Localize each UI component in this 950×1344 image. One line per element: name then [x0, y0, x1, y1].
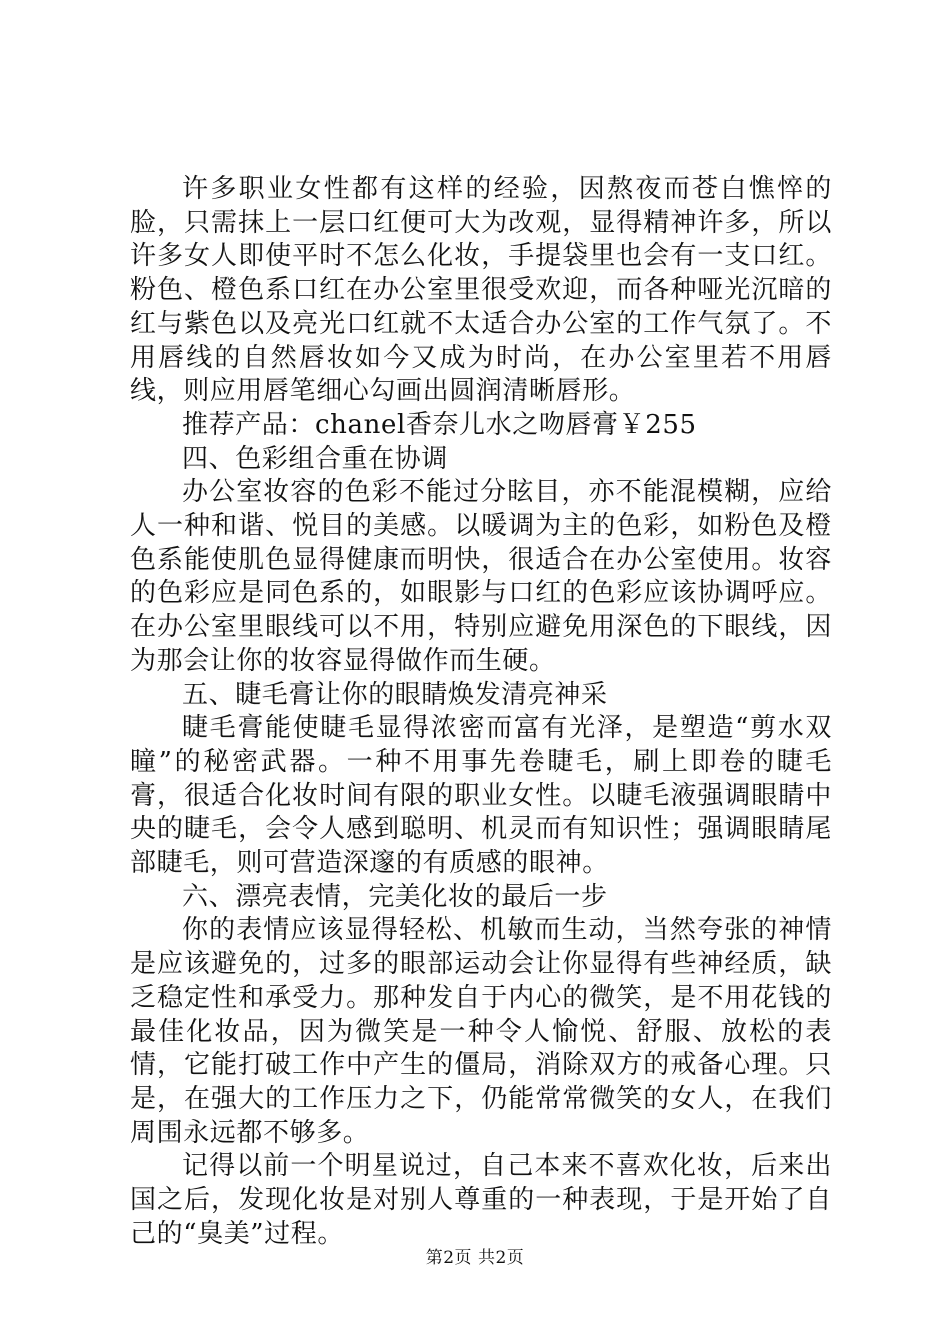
- paragraph-expression: 你的表情应该显得轻松、机敏而生动，当然夸张的神情是应该避免的，过多的眼部运动会让你显得有些神经质，缺乏稳定性和承受力。那种发自于内心的微笑，是不用花钱的最佳化妆品，因为微笑是一种令人愉悦、舒服、放松的表情，它能打破工作中产生的僵局，消除双方的戒备心理。只是，在强大的工作压力之下，仍能常常微笑的女人，在我们周围永远都不够多。: [130, 915, 832, 1148]
- paragraph-lipstick: 许多职业女性都有这样的经验，因熬夜而苍白憔悴的脸，只需抹上一层口红便可大为改观，显得精神许多，所以许多女人即使平时不怎么化妆，手提袋里也会有一支口红。粉色、橙色系口红在办公室里很受欢迎，而各种哑光沉暗的红与紫色以及亮光口红就不太适合办公室的工作气氛了。不用唇线的自然唇妆如今又成为时尚，在办公室里若不用唇线，则应用唇笔细心勾画出圆润清晰唇形。: [130, 174, 832, 407]
- paragraph-color: 办公室妆容的色彩不能过分眩目，亦不能混模糊，应给人一种和谐、悦目的美感。以暖调为主的色彩，如粉色及橙色系能使肌色显得健康而明快，很适合在办公室使用。妆容的色彩应是同色系的，如眼影与口红的色彩应该协调呼应。在办公室里眼线可以不用，特别应避免用深色的下眼线，因为那会让你的妆容显得做作而生硬。: [130, 477, 832, 676]
- section-heading-expression: 六、漂亮表情，完美化妆的最后一步: [182, 881, 608, 912]
- section-heading-color: 四、色彩组合重在协调: [182, 443, 449, 474]
- section-heading-mascara: 五、睫毛膏让你的眼睛焕发清亮神采: [182, 679, 608, 710]
- paragraph-closing: 记得以前一个明星说过，自己本来不喜欢化妆，后来出国之后，发现化妆是对别人尊重的一种表现，于是开始了自己的“臭美”过程。: [130, 1151, 832, 1249]
- paragraph-recommended-product: 推荐产品：chanel香奈儿水之吻唇膏￥255: [182, 409, 697, 440]
- document-body: [130, 173, 832, 1252]
- paragraph-mascara: 睫毛膏能使睫毛显得浓密而富有光泽，是塑造“剪水双瞳”的秘密武器。一种不用事先卷睫毛，刷上即卷的睫毛膏，很适合化妆时间有限的职业女性。以睫毛液强调眼睛中央的睫毛，会令人感到聪明、机灵而有知识性；强调眼睛尾部睫毛，则可营造深邃的有质感的眼神。: [130, 713, 832, 879]
- page-number-footer: 第2页 共2页: [425, 1248, 525, 1268]
